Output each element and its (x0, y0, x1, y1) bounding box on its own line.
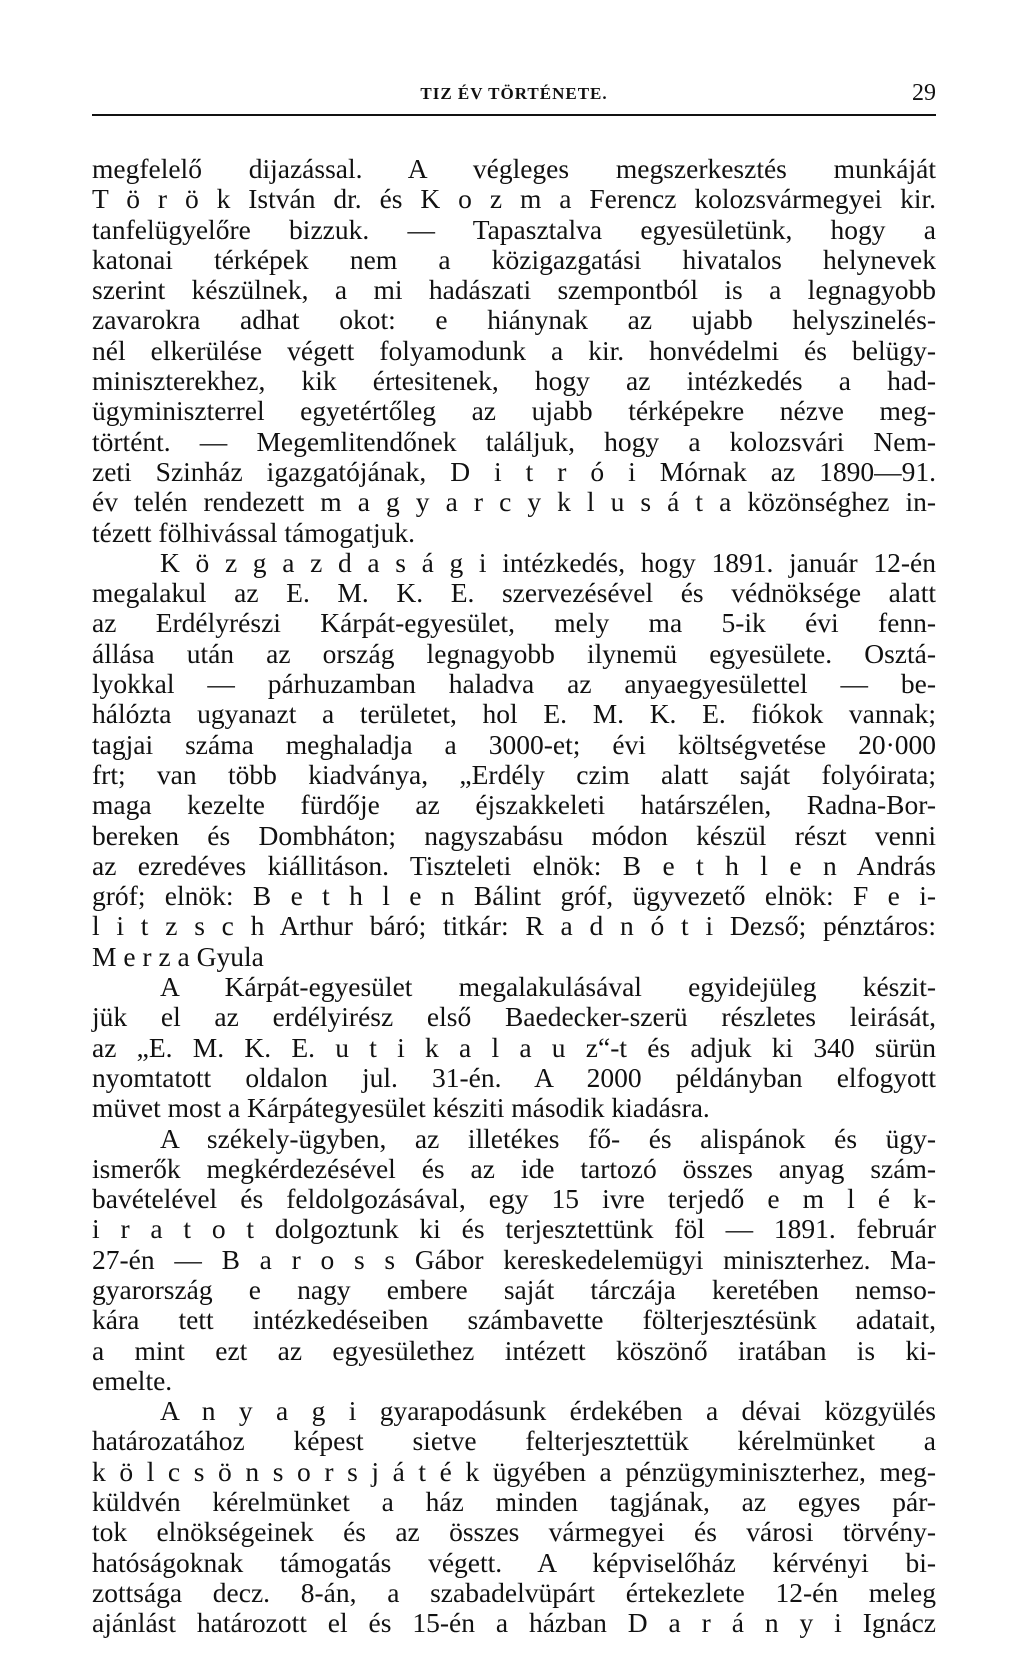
text-line: A székely-ügyben, az illetékes fő- és alispánok és ügy- (160, 1122, 936, 1154)
text-line: év telén rendezett m a g y a r c y k l u s á t a közönséghez in- (92, 486, 936, 518)
text-line: T ö r ö k István dr. és K o z m a Ferencz kolozsvármegyei kir. (92, 183, 936, 215)
text-line: K ö z g a z d a s á g i intézkedés, hogy 1891. január 12-én (160, 546, 936, 578)
text-line: A n y a g i gyarapodásunk érdekében a dévai közgyülés (160, 1395, 936, 1427)
text-line: emelte. (92, 1364, 173, 1396)
text-line: hálózta ugyanazt a területet, hol E. M. K. E. fiókok vannak; (92, 698, 936, 730)
text-line: müvet most a Kárpátegyesület késziti második kiadásra. (92, 1092, 710, 1124)
text-line: az Erdélyrészi Kárpát-egyesület, mely ma 5-ik évi fenn- (92, 607, 936, 639)
text-line: lyokkal — párhuzamban haladva az anyaegyesülettel — be- (92, 668, 936, 700)
text-line: ismerők megkérdezésével és az ide tartozó összes anyag szám- (92, 1152, 936, 1184)
text-line: hatóságoknak támogatás végett. A képviselőház kérvényi bi- (92, 1546, 936, 1578)
text-line: tézett fölhivással támogatjuk. (92, 516, 416, 548)
text-line: miniszterekhez, kik értesitenek, hogy az intézkedés a had- (92, 365, 936, 397)
text-line: maga kezelte fürdője az éjszakkeleti határszélen, Radna-Bor- (92, 789, 936, 821)
body-text (92, 154, 936, 1639)
text-line: ügyminiszterrel egyetértőleg az ujabb térképekre nézve meg- (92, 395, 936, 427)
text-line: a mint ezt az egyesülethez intézett köszönő iratában is ki- (92, 1334, 936, 1366)
text-line: jük el az erdélyirész első Baedecker-szerü részletes leirását, (92, 1001, 936, 1033)
running-header (92, 80, 936, 116)
text-line: k ö l c s ö n s o r s j á t é k ügyében a pénzügyminiszterhez, meg- (92, 1455, 936, 1487)
text-line: zavarokra adhat okot: e hiánynak az ujabb helyszinelés- (92, 304, 936, 336)
text-line: l i t z s c h Arthur báró; titkár: R a d n ó t i Dezső; pénztáros: (92, 910, 936, 942)
text-line: zeti Szinház igazgatójának, D i t r ó i Mórnak az 1890—91. (92, 455, 936, 487)
running-title: TIZ ÉV TÖRTÉNETE. (420, 84, 608, 103)
text-line: az ezredéves kiállitáson. Tiszteleti elnök: B e t h l e n András (92, 849, 936, 881)
text-line: megalakul az E. M. K. E. szervezésével és védnöksége alatt (92, 577, 936, 609)
text-line: zottsága decz. 8-án, a szabadelvüpárt értekezlete 12-én meleg (92, 1576, 936, 1608)
text-line: i r a t o t dolgoztunk ki és terjesztettünk föl — 1891. február (92, 1213, 936, 1245)
text-line: az „E. M. K. E. u t i k a l a u z“-t és adjuk ki 340 sürün (92, 1031, 936, 1063)
text-line: történt. — Megemlitendőnek találjuk, hogy a kolozsvári Nem- (92, 425, 936, 457)
text-line: állása után az ország legnagyobb ilynemü egyesülete. Osztá- (92, 637, 936, 669)
text-line: tok elnökségeinek és az összes vármegyei és városi törvény- (92, 1516, 936, 1548)
text-line: gróf; elnök: B e t h l e n Bálint gróf, ügyvezető elnök: F e i- (92, 880, 936, 912)
text-line: ajánlást határozott el és 15-én a házban D a r á n y i Ignácz (92, 1607, 936, 1639)
text-line: tagjai száma meghaladja a 3000-et; évi költségvetése 20·000 (92, 728, 936, 760)
text-line: bavételével és feldolgozásával, egy 15 ivre terjedő e m l é k- (92, 1183, 936, 1215)
text-line: határozatához képest sietve felterjesztettük kérelmünket a (92, 1425, 936, 1457)
text-line: frt; van több kiadványa, „Erdély czim alatt saját folyóirata; (92, 758, 936, 790)
text-line: tanfelügyelőre bizzuk. — Tapasztalva egyesületünk, hogy a (92, 213, 936, 245)
text-line: megfelelő dijazással. A végleges megszerkesztés munkáját (92, 153, 936, 184)
text-line: kára tett intézkedéseiben számbavette fölterjesztésünk adatait, (92, 1304, 936, 1336)
text-line: A Kárpát-egyesület megalakulásával egyidejüleg készit- (160, 971, 936, 1003)
text-line: M e r z a Gyula (92, 940, 264, 972)
text-line: szerint készülnek, a mi hadászati szempontból is a legnagyobb (92, 274, 936, 306)
page-number: 29 (912, 80, 936, 106)
text-line: bereken és Dombháton; nagyszabásu módon készül részt venni (92, 819, 936, 851)
text-line: 27-én — B a r o s s Gábor kereskedelemügyi miniszterhez. Ma- (92, 1243, 936, 1275)
text-line: nél elkerülése végett folyamodunk a kir. honvédelmi és belügy- (92, 334, 936, 366)
text-line: katonai térképek nem a közigazgatási hivatalos helynevek (92, 243, 936, 275)
text-line: nyomtatott oldalon jul. 31-én. A 2000 példányban elfogyott (92, 1061, 936, 1093)
text-line: küldvén kérelmünket a ház minden tagjának, az egyes pár- (92, 1486, 936, 1518)
text-line: gyarország e nagy embere saját tárczája keretében nemso- (92, 1273, 936, 1305)
